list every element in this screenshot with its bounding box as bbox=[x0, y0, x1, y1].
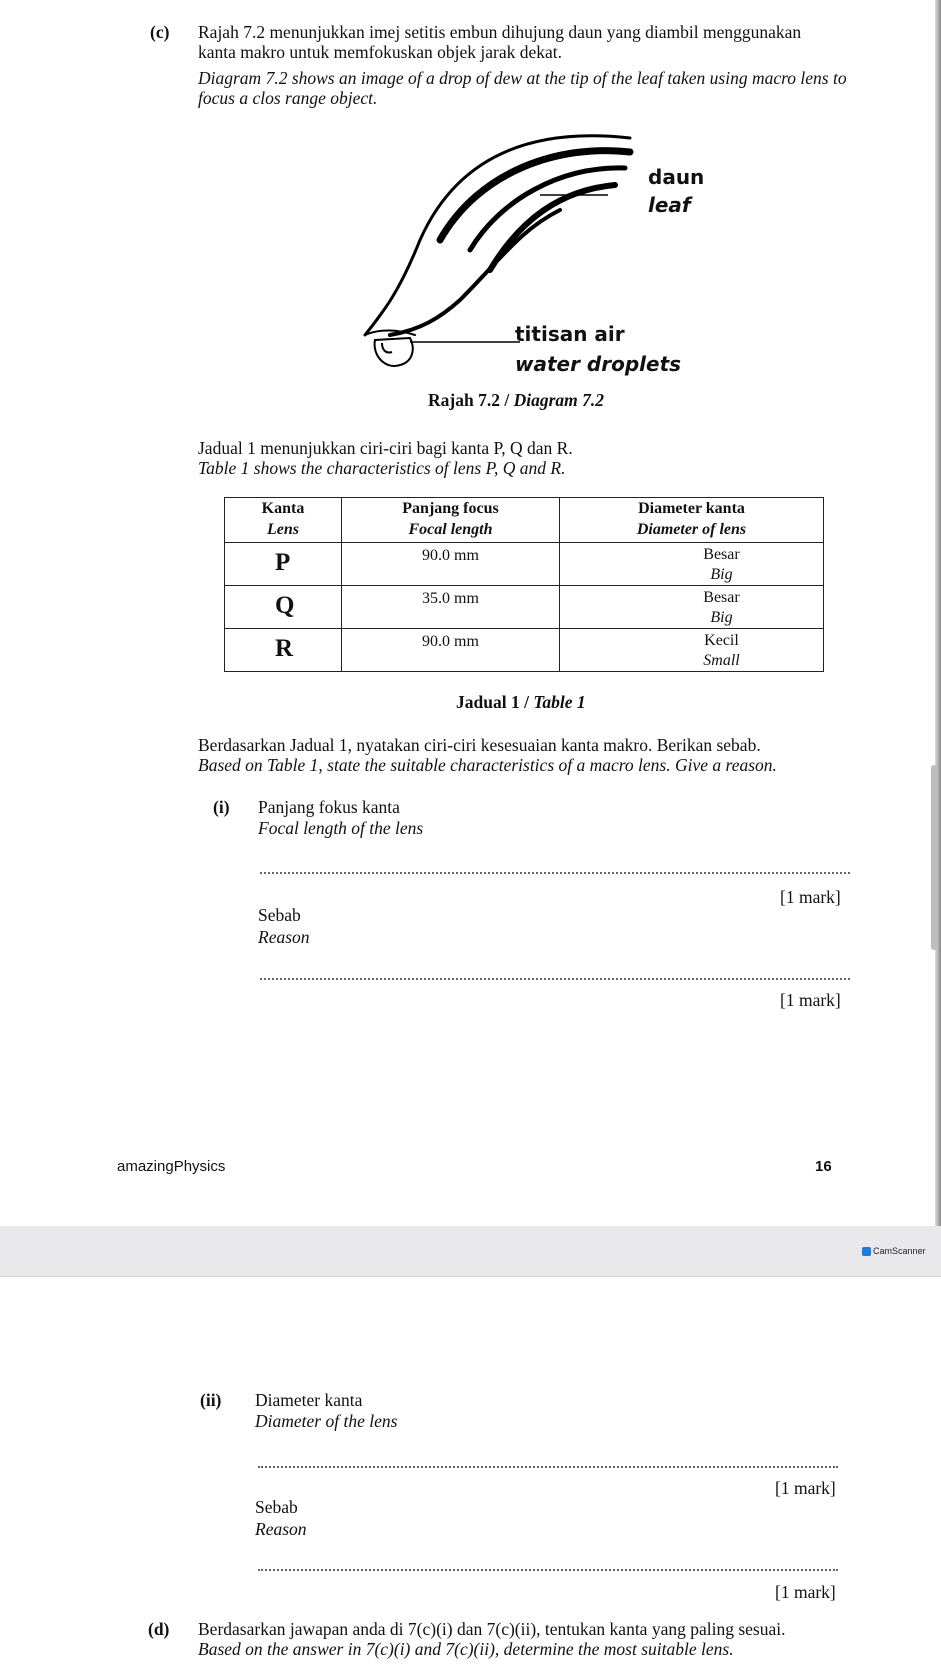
question-d-text-ms: Berdasarkan jawapan anda di 7(c)(i) dan 7(c)(ii), tentukan kanta yang paling sesuai. bbox=[198, 1619, 786, 1639]
focal-length-value: 90.0 mm bbox=[342, 629, 560, 672]
question-c-text-en-2: focus a clos range object. bbox=[198, 88, 378, 108]
answer-line-diameter[interactable] bbox=[258, 1466, 838, 1468]
reason-label-en: Reason bbox=[255, 1519, 307, 1539]
lens-name: Q bbox=[225, 586, 342, 629]
question-d-label: (d) bbox=[148, 1619, 170, 1639]
lens-characteristics-table bbox=[224, 497, 824, 672]
part-ii-text-en: Diameter of the lens bbox=[255, 1411, 398, 1431]
mark-label: [1 mark] bbox=[780, 887, 841, 907]
header-lens: Kanta Lens bbox=[225, 498, 342, 543]
question-d-text-en: Based on the answer in 7(c)(i) and 7(c)(ii), determine the most suitable lens. bbox=[198, 1639, 734, 1659]
table-intro-en: Table 1 shows the characteristics of lens P, Q and R. bbox=[198, 458, 566, 478]
label-titisan-air: titisan air bbox=[515, 322, 625, 346]
focal-length-value: 90.0 mm bbox=[342, 543, 560, 586]
leaf-illustration bbox=[365, 136, 630, 335]
label-daun: daun bbox=[648, 165, 705, 189]
reason-label-en: Reason bbox=[258, 927, 310, 947]
reason-label-ms: Sebab bbox=[258, 905, 301, 925]
question-c-text-en-1: Diagram 7.2 shows an image of a drop of dew at the tip of the leaf taken using macro lens to bbox=[198, 68, 847, 88]
mark-label: [1 mark] bbox=[775, 1582, 836, 1602]
question-c-text-ms-1: Rajah 7.2 menunjukkan imej setitis embun dihujung daun yang diambil menggunakan bbox=[198, 22, 802, 42]
table-row bbox=[225, 629, 824, 672]
mark-label: [1 mark] bbox=[775, 1478, 836, 1498]
water-droplet bbox=[375, 338, 413, 366]
answer-line-focal-length[interactable] bbox=[260, 872, 850, 874]
focal-length-value: 35.0 mm bbox=[342, 586, 560, 629]
part-i-text-ms: Panjang fokus kanta bbox=[258, 797, 400, 817]
lens-name: P bbox=[225, 543, 342, 586]
table-row bbox=[225, 586, 824, 629]
table-caption: Jadual 1 / Table 1 bbox=[456, 692, 586, 712]
table-row bbox=[225, 543, 824, 586]
camscanner-icon bbox=[862, 1247, 871, 1256]
scanner-badge: CamScanner bbox=[862, 1246, 926, 1256]
table-intro-ms: Jadual 1 menunjukkan ciri-ciri bagi kanta P, Q dan R. bbox=[198, 438, 573, 458]
header-focal-length: Panjang focus Focal length bbox=[342, 498, 560, 543]
instruction-ms: Berdasarkan Jadual 1, nyatakan ciri-ciri kesesuaian kanta makro. Berikan sebab. bbox=[198, 735, 761, 755]
diameter-value: Besar Big bbox=[560, 543, 824, 586]
header-diameter: Diameter kanta Diameter of lens bbox=[560, 498, 824, 543]
page-gap bbox=[0, 1226, 941, 1276]
part-i-label: (i) bbox=[213, 797, 230, 817]
part-ii-text-ms: Diameter kanta bbox=[255, 1390, 363, 1410]
footer-brand: amazingPhysics bbox=[117, 1158, 226, 1175]
table-header-row bbox=[225, 498, 824, 543]
part-ii-label: (ii) bbox=[200, 1390, 222, 1410]
page-edge-shadow bbox=[935, 0, 941, 1226]
instruction-en: Based on Table 1, state the suitable characteristics of a macro lens. Give a reason. bbox=[198, 755, 777, 775]
mark-label: [1 mark] bbox=[780, 990, 841, 1010]
diagram-caption: Rajah 7.2 / Diagram 7.2 bbox=[428, 390, 604, 410]
diameter-value: Kecil Small bbox=[560, 629, 824, 672]
reason-label-ms: Sebab bbox=[255, 1497, 298, 1517]
answer-line-reason[interactable] bbox=[260, 978, 850, 980]
label-water-droplets: water droplets bbox=[515, 352, 682, 376]
page-number: 16 bbox=[815, 1158, 832, 1175]
label-leaf: leaf bbox=[648, 193, 691, 217]
page-17 bbox=[0, 1276, 941, 1672]
scrollbar[interactable] bbox=[931, 765, 937, 950]
answer-line-reason[interactable] bbox=[258, 1569, 838, 1571]
diameter-value: Besar Big bbox=[560, 586, 824, 629]
question-c-text-ms-2: kanta makro untuk memfokuskan objek jarak dekat. bbox=[198, 42, 562, 62]
part-i-text-en: Focal length of the lens bbox=[258, 818, 424, 838]
question-c-label: (c) bbox=[150, 22, 170, 42]
lens-name: R bbox=[225, 629, 342, 672]
